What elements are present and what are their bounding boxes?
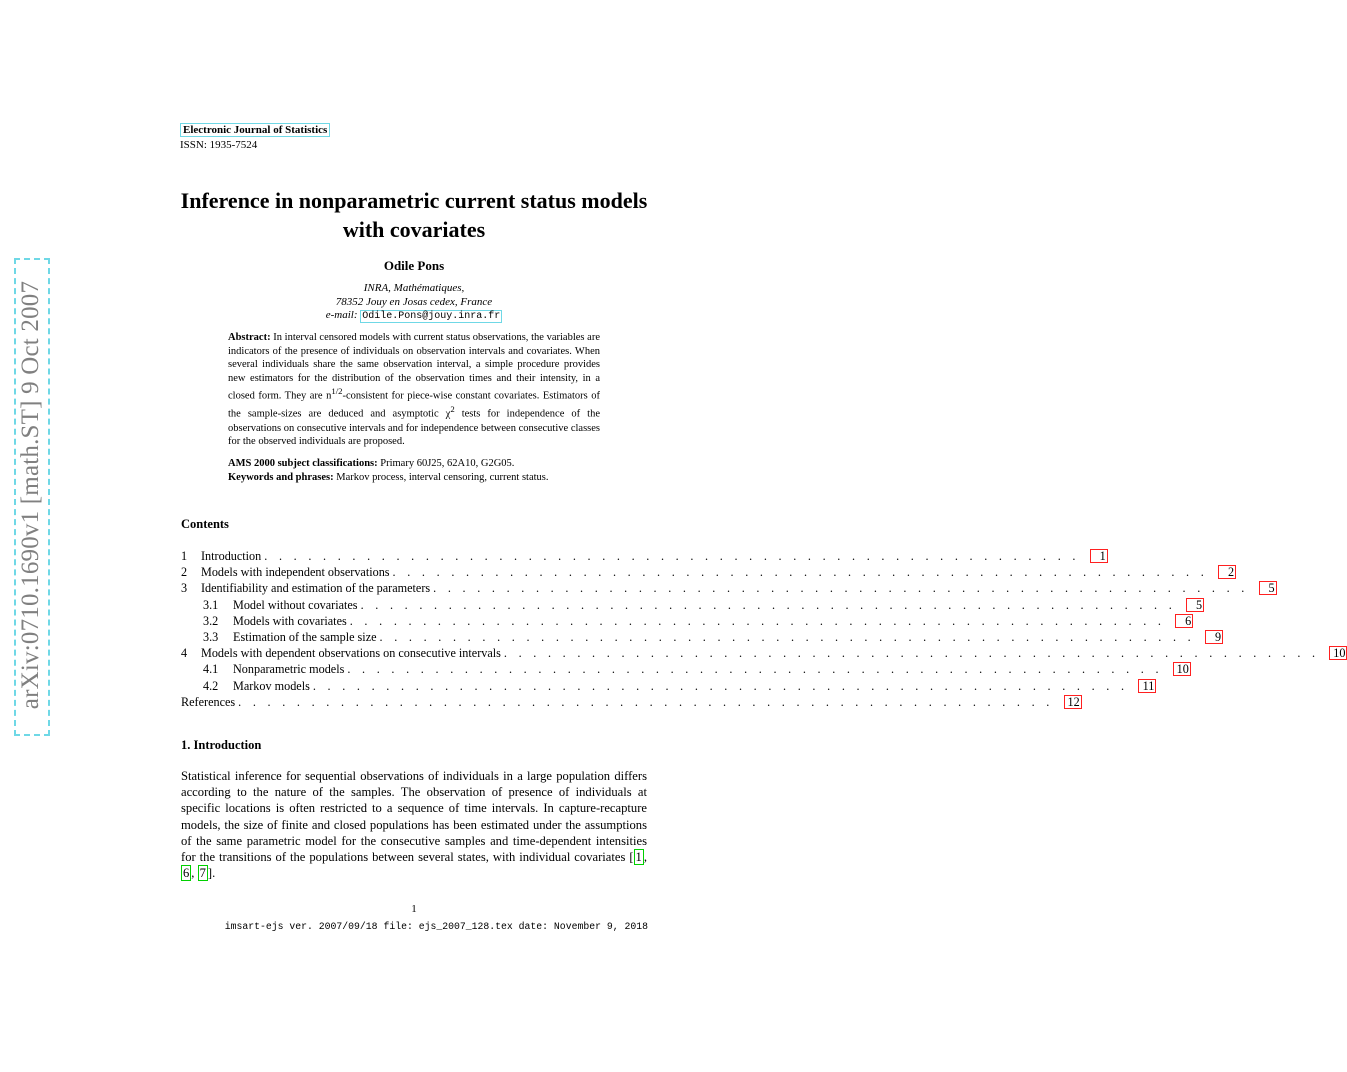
toc-entry[interactable] [181,613,1192,630]
toc-entry[interactable] [181,597,1203,614]
abstract-chi-exponent: 2 [450,404,455,415]
toc-number: 3.1 [203,597,219,612]
toc-label: Models with independent observations [201,565,390,580]
email-label: e-mail: [325,309,361,321]
table-of-contents [181,549,1346,711]
toc-number: 3.3 [203,629,219,644]
toc-page-link[interactable]: 6 [1175,614,1193,628]
toc-leader-dots: . . . . . . . . . . . . . . . . . . . . . . . . . . . . . . . . . . . . . . . . . . . . . . . . . . . . . . . . [392,565,1209,580]
journal-name-link[interactable]: Electronic Journal of Statistics [180,123,330,137]
toc-number: 3.2 [203,613,219,628]
page-number: 1 [411,903,417,915]
toc-number: 2 [181,565,188,580]
citation-link[interactable]: 7 [199,866,206,881]
toc-page-link[interactable]: 5 [1259,581,1277,595]
toc-entry[interactable] [181,581,1275,597]
toc-page-link[interactable]: 5 [1186,598,1204,612]
ams-text: Primary 60J25, 62A10, G2G05. [377,458,515,469]
toc-entry[interactable] [181,549,1106,565]
toc-leader-dots: . . . . . . . . . . . . . . . . . . . . . . . . . . . . . . . . . . . . . . . . . . . . . . . . . . . . . . . . [360,597,1177,612]
ams-label: AMS 2000 subject classifications: [228,458,378,469]
toc-entry[interactable] [181,694,1080,711]
toc-entry[interactable] [181,629,1222,646]
toc-leader-dots: . . . . . . . . . . . . . . . . . . . . . . . . . . . . . . . . . . . . . . . . . . . . . . . . . . . . . . . . [433,581,1249,596]
toc-label: Identifiability and estimation of the parameters [201,581,431,596]
toc-number: 3 [181,581,188,596]
toc-number: 1 [181,549,188,563]
toc-page-link[interactable]: 10 [1329,646,1347,660]
toc-leader-dots: . . . . . . . . . . . . . . . . . . . . . . . . . . . . . . . . . . . . . . . . . . . . . . . . . . . . . . . . [503,646,1320,661]
toc-leader-dots: . . . . . . . . . . . . . . . . . . . . . . . . . . . . . . . . . . . . . . . . . . . . . . . . . . . . . . . . [312,678,1129,693]
toc-entry[interactable] [181,646,1346,662]
keywords-block [228,457,600,484]
toc-label: Models with covariates [233,613,347,628]
contents-heading: Contents [181,517,229,531]
toc-label: Nonparametric models [233,662,345,677]
journal-issn: ISSN: 1935-7524 [180,139,258,151]
toc-entry[interactable] [181,565,1235,581]
toc-label: Estimation of the sample size [233,629,377,644]
toc-page-link[interactable]: 2 [1218,565,1236,579]
paper-title: Inference in nonparametric current status models with covariates [180,188,648,242]
toc-page-link[interactable]: 12 [1064,695,1082,709]
toc-entry[interactable] [181,678,1155,695]
toc-label: Markov models [233,678,310,693]
ams-classifications [228,457,600,471]
author-affiliation [180,282,648,324]
toc-page-link[interactable]: 1 [1090,549,1108,563]
arxiv-identifier: arXiv:0710.1690v1 [math.ST] 9 Oct 2007 [17,280,44,710]
toc-entry[interactable] [181,662,1189,678]
citation-link[interactable]: 6 [183,866,190,881]
abstract-text-2: -consistent for piece-wise constant covariates. Estimators of the sample-sizes are deduced and asymptotic χ [228,390,600,420]
email-link[interactable]: Odile.Pons@jouy.inra.fr [362,311,501,322]
abstract [228,331,600,449]
keywords-phrases [228,471,600,485]
toc-page-link[interactable]: 9 [1205,630,1223,644]
toc-number: 4.2 [203,678,219,693]
paper-author: Odile Pons [383,258,445,273]
journal-header [180,124,330,152]
intro-paragraph: Statistical inference for sequential observations of individuals in a large population differs according to the nature of the samples. The observation of presence of individuals at specific locations is often restricted to a sequence of time intervals. In capture-recapture models, the size of finite and closed populations has been estimated under the assumptions of the same parametric model for the consecutive samples and time-dependent intensities for the transitions of the populations between several states, with individual covariates [ 1 , 6 , 7 ]. [181,769,647,881]
abstract-label: Abstract: [228,332,271,343]
toc-leader-dots: . . . . . . . . . . . . . . . . . . . . . . . . . . . . . . . . . . . . . . . . . . . . . . . . . . . . . . . . [238,694,1054,709]
intro-text: Statistical inference for sequential observations of individuals in a large population differs according to the nature of the samples. The observation of presence of individuals at specific locations is often restricted to a sequence of time intervals. In capture-recapture models, the size of finite and closed populations has been estimated under the assumptions of the same parametric model for the consecutive samples and time-dependent intensities for the transitions of the populations between several states, with individual covariates [ [181,769,647,865]
affiliation-email-line [180,309,648,324]
citation-link[interactable]: 1 [635,850,642,865]
affiliation-line-2: 78352 Jouy en Josas cedex, France [335,295,493,308]
toc-leader-dots: . . . . . . . . . . . . . . . . . . . . . . . . . . . . . . . . . . . . . . . . . . . . . . . . . . . . . . . . [349,613,1166,628]
page-footer: imsart-ejs ver. 2007/09/18 file: ejs_2007_128.tex date: November 9, 2018 [224,921,648,932]
arxiv-stamp [14,258,48,734]
keywords-text: Markov process, interval censoring, current status. [333,471,549,483]
keywords-label: Keywords and phrases: [228,471,334,483]
toc-page-link[interactable]: 11 [1138,679,1156,693]
abstract-exponent: 1/2 [331,386,343,397]
abstract-text-3: tests for independence of the observations on consecutive intervals and for independence between consecutive classes for the observed individuals are proposed. [228,408,600,448]
toc-label: Introduction [201,549,262,563]
toc-label: Model without covariates [233,597,358,612]
toc-leader-dots: . . . . . . . . . . . . . . . . . . . . . . . . . . . . . . . . . . . . . . . . . . . . . . . . . . . . . . . . [379,629,1196,644]
toc-label: Models with dependent observations on consecutive intervals [201,646,501,661]
toc-page-link[interactable]: 10 [1173,662,1191,676]
toc-leader-dots: . . . . . . . . . . . . . . . . . . . . . . . . . . . . . . . . . . . . . . . . . . . . . . . . . . . . . . . . [264,549,1080,563]
toc-number: 4.1 [203,662,219,677]
section-heading: 1. Introduction [181,738,262,752]
toc-leader-dots: . . . . . . . . . . . . . . . . . . . . . . . . . . . . . . . . . . . . . . . . . . . . . . . . . . . . . . . . [347,662,1163,677]
toc-number: 4 [181,646,188,661]
abstract-text-1: In interval censored models with current status observations, the variables are indicators of the presence of individuals on observation intervals and covariates. When several individuals share the same observation interval, a simple procedure provides new estimators for the distribution of the observation times and their intensity, in a closed form. They are n [228,332,600,402]
affiliation-line-1: INRA, Mathématiques, [363,282,465,294]
toc-label: References [181,694,236,709]
intro-text-end: ]. [207,866,216,881]
